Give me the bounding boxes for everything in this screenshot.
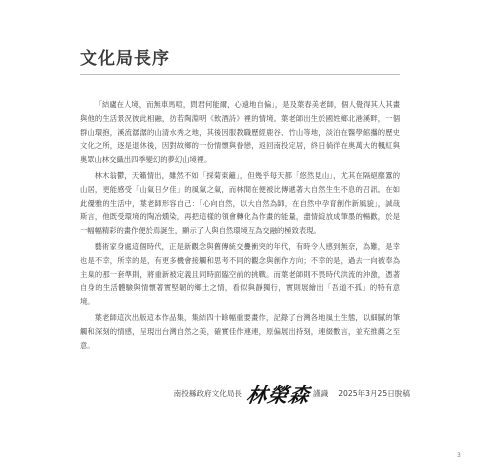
handwritten-signature: 林榮森 (244, 382, 312, 407)
page-title: 文化局長序 (80, 49, 170, 69)
paragraph: 林木翁鬱，天籟情出，雖然不如「採菊東籬」，但幾乎每天都「悠然見山」，尤其在隔絕塵囂的山居，更能感受「山氣日夕佳」的風氣之氣，而林間在便被比傳遞著大自然生生不息的召訊。在如此優雅的生活中，葉老師形容自己：「心向自然，以大自然為師，在自然中孕育創作新風貌」，誠哉斯言，他既受環境的陶冶燻染，再把這樣的領會轉化為作畫的能量，盡情綻放成筆墨的暢歡，於是一幅幅精彩的畫作便於焉誕生，顯示了人與自然環境互為交融的極致表現。 (80, 170, 400, 236)
paragraph: 「結廬在人境，而無車馬喧，問君何能爾，心遠地自偏」，是及葉春美老師，個人覺得其人其畫與他的生活景況彼此相融，彷若陶淵明《飲酒詩》裡的情境。葉老師出生於國姓鄉北港溪畔，一個群山環抱，溪流潺潺的山清水秀之地，其後因服教職歷經鹿谷、竹山等地，淡泊在醫學館攜的歷史文化之所，逐是退休後，因對故鄉的一份情懷與眷戀，返回南投定居，終日倘徉在奧萬大的楓紅與奧眾山林交織出四季變幻的夢幻山境裡。 (80, 100, 400, 165)
signature-organization: 南投縣政府文化局長 (173, 388, 243, 398)
paragraph: 葉老師這次出版這本作品集，集結四十餘幅重要畫作，記錄了台灣各地風土生態，以細膩的筆觸和深刻的情感，呈現出台灣自然之美，確實佳作連連，原偏展出持刻，連綴數言，並充推薦之至意。 (80, 312, 400, 350)
title-divider (80, 74, 400, 75)
page-number: 3 (457, 452, 461, 459)
preface-body (80, 98, 400, 354)
signature-role: 謹識 (313, 388, 329, 398)
signature-date: 2025年3月25日脫稿 (338, 388, 410, 398)
paragraph: 藝術家身處這個時代，正是新觀念與舊傳統交疊衝突的年代，有時令人感到無奈，為難，是幸也是不幸，所幸的是，有更多機會接觸和思考不同的觀念與創作方向；不幸的是，過去一向被奉為主臬的那一套準則，將重新被定義且同時面臨空前的挑戰。而葉老師則不畏時代洪流的沖激，憑著自身的生活體驗與情懷著實堅韌的鄉土之情，看似與靜獨行，實則展繪出「吾道不孤」的特有意境。 (80, 241, 400, 307)
signature-block (130, 375, 410, 411)
